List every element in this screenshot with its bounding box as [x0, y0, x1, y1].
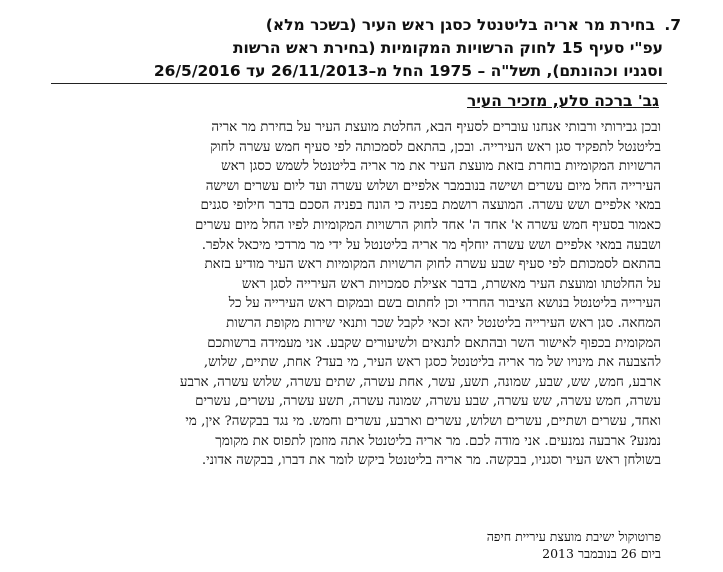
- speech-line: ובכן גבירותי ורבותי אנחנו עוברים לסעיף הבא, החלטת מועצת העיר על בחירת מר אריה: [211, 120, 661, 135]
- speech-line: ארבע, חמש, שש, שבע, שמונה, תשע, עשר, אחת עשרה, שתים עשרה, שלוש עשרה, ארבע: [179, 374, 661, 390]
- speech-line: במאי אלפיים ושש עשרה. המועצה רושמת בפניה כי הונח בפניה הסכם בדבר חילופי סגנים: [200, 198, 661, 214]
- speech-line: ואחד, עשרים ושתיים, עשרים ושלוש, עשרים וארבע, עשרים וחמש. מי נגד בבקשה? אין, מי: [185, 413, 661, 429]
- agenda-item-heading: [121, 14, 681, 83]
- agenda-item-line-3: וסגניו וכהונתם), תשל"ה – 1975 החל מ–26/11/2013 עד 26/5/2016: [153, 62, 663, 80]
- agenda-item-line-2: עפ"י סעיף 15 לחוק הרשויות המקומיות (בחירת ראש הרשות: [232, 39, 663, 57]
- agenda-item-line-1: [121, 14, 681, 37]
- speech-line: המקומית בכפוף לאישור השר ובהתאם לתנאים ולשיעורים שקבע. אני מעמידה ברשותכם: [207, 335, 661, 351]
- speech-line: בליטנטל לתפקיד סגן ראש העירייה. ובכן, בהתאם לסמכותה לפי סעיף חמש עשרה לחוק: [210, 139, 661, 155]
- section-divider: [51, 83, 667, 84]
- speech-line: המחאה. סגן ראש העירייה בליטנטל יהא זכאי לקבל שכר ותנאי שירות מקופת הרשות: [226, 315, 661, 331]
- footer-meeting-date: ביום 26 בנובמבר 2013: [542, 546, 661, 561]
- speech-line: העירייה בליטנטל בנושא הציבור החרדי וכן לחתום בשם ובמקום ראש העירייה על כל: [228, 296, 661, 312]
- document-footer: [487, 528, 661, 562]
- speech-line: נמנע? ארבעה נמנעים. אני מודה לכם. מר אריה בליטנטל אתה מוזמן לתפוס את מקומך: [215, 433, 661, 449]
- speech-line: בהתאם לסמכותם לפי סעיף שבע עשרה לחוק הרשויות המקומיות ראש העיר מודיע בזאת: [204, 257, 661, 273]
- agenda-item-number: 7.: [664, 16, 681, 34]
- speech-line: על החלטתו ומועצת העיר מאשרת, בדבר אצילת סמכויות ראש העירייה לסגן ראש: [241, 276, 661, 292]
- agenda-item-title: בחירת מר אריה בליטנטל כסגן ראש העיר (בשכר מלא): [265, 16, 655, 34]
- speech-body: [47, 118, 661, 471]
- speech-line: עשרה, חמש עשרה, שש עשרה, שבע עשרה, שמונה עשרה, תשע עשרה, עשרים, עשרים: [195, 394, 661, 410]
- speech-line: בשולחן ראש העיר וסגניו, בבקשה. מר אריה בליטנטל ביקש לומר את דברו, בבקשה אדוני.: [201, 453, 661, 469]
- speech-line: הרשויות המקומיות בוחרת בזאת מועצת העיר את מר אריה בליטנטל לשמש כסגן ראש: [221, 159, 661, 175]
- speech-line: העירייה החל מיום עשרים ושישה בנובמבר אלפיים ושלוש עשרה ועד ליום עשרים ושישה: [205, 178, 661, 194]
- speaker-name: גב' ברכה סלע, מזכיר העיר: [466, 92, 659, 110]
- speech-line: להצבעה את מינויו של מר אריה בליטנטל כסגן ראש העיר, מי בעד? אחת, שתיים, שלוש,: [203, 355, 661, 371]
- speech-line: כאמור בסעיף חמש עשרה א' אחד ה' אחד לחוק הרשויות המקומיות לפיו החל מיום עשרים: [195, 217, 661, 233]
- speech-line: ושבעה במאי אלפיים ושש עשרה יוחלף מר אריה בליטנטל על ידי מר מרדכי מיכאל אלפר.: [201, 237, 661, 253]
- footer-protocol-title: פרוטוקול ישיבת מועצת עיריית חיפה: [486, 529, 661, 544]
